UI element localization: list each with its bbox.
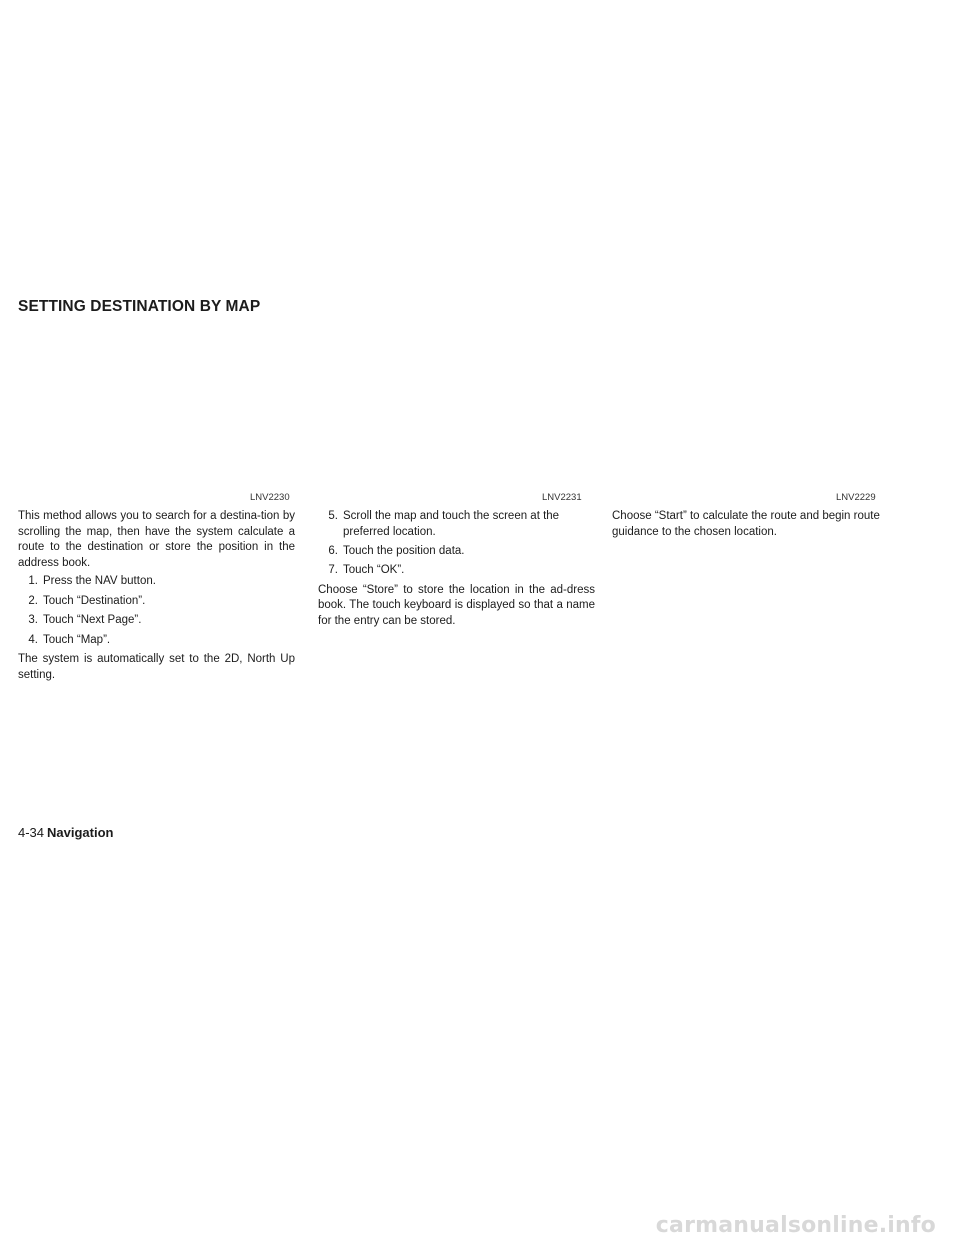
step-item — [318, 509, 595, 540]
step-number: 3. — [28, 614, 38, 627]
intro-paragraph: This method allows you to search for a destina-tion by scrolling the map, then have the system calculate a route to the destination or store the position in the address book. — [18, 510, 295, 569]
step-text: Press the NAV button. — [43, 575, 156, 588]
step-item — [18, 594, 295, 610]
step-item — [318, 563, 595, 579]
step-number: 5. — [328, 510, 338, 522]
column-2 — [318, 509, 595, 630]
step-number: 7. — [328, 564, 338, 577]
column-1 — [18, 509, 295, 683]
step-text: Touch the position data. — [343, 544, 465, 557]
step-item — [18, 574, 295, 590]
steps-list-1 — [18, 574, 295, 648]
step-text: Scroll the map and touch the screen at the preferred location. — [343, 510, 560, 538]
step-item — [18, 633, 295, 649]
step-text: Touch “Next Page”. — [43, 614, 142, 627]
section-title: SETTING DESTINATION BY MAP — [18, 298, 261, 315]
steps-list-2 — [318, 509, 595, 579]
step-number: 4. — [28, 633, 38, 646]
figure-label-2: LNV2231 — [542, 492, 582, 503]
store-paragraph: Choose “Store” to store the location in the ad-dress book. The touch keyboard is displayed so that a name for the entry can be stored. — [318, 583, 595, 627]
page-footer — [18, 825, 114, 840]
step-number: 2. — [28, 594, 38, 607]
watermark: carmanualsonline.info — [655, 1213, 936, 1238]
step-item — [18, 613, 295, 629]
north-up-paragraph: The system is automatically set to the 2D, North Up setting. — [18, 652, 295, 681]
start-paragraph: Choose “Start” to calculate the route and begin route guidance to the chosen location. — [612, 510, 880, 538]
column-3 — [612, 509, 889, 540]
chapter-title: Navigation — [47, 825, 114, 840]
figure-label-3: LNV2229 — [836, 492, 876, 503]
step-item — [318, 544, 595, 560]
step-number: 6. — [328, 544, 338, 557]
figure-label-1: LNV2230 — [250, 492, 290, 503]
step-number: 1. — [28, 575, 38, 588]
step-text: Touch “Destination”. — [43, 594, 146, 607]
page-number: 4-34 — [18, 825, 45, 840]
step-text: Touch “Map”. — [43, 633, 111, 646]
step-text: Touch “OK”. — [343, 564, 405, 577]
